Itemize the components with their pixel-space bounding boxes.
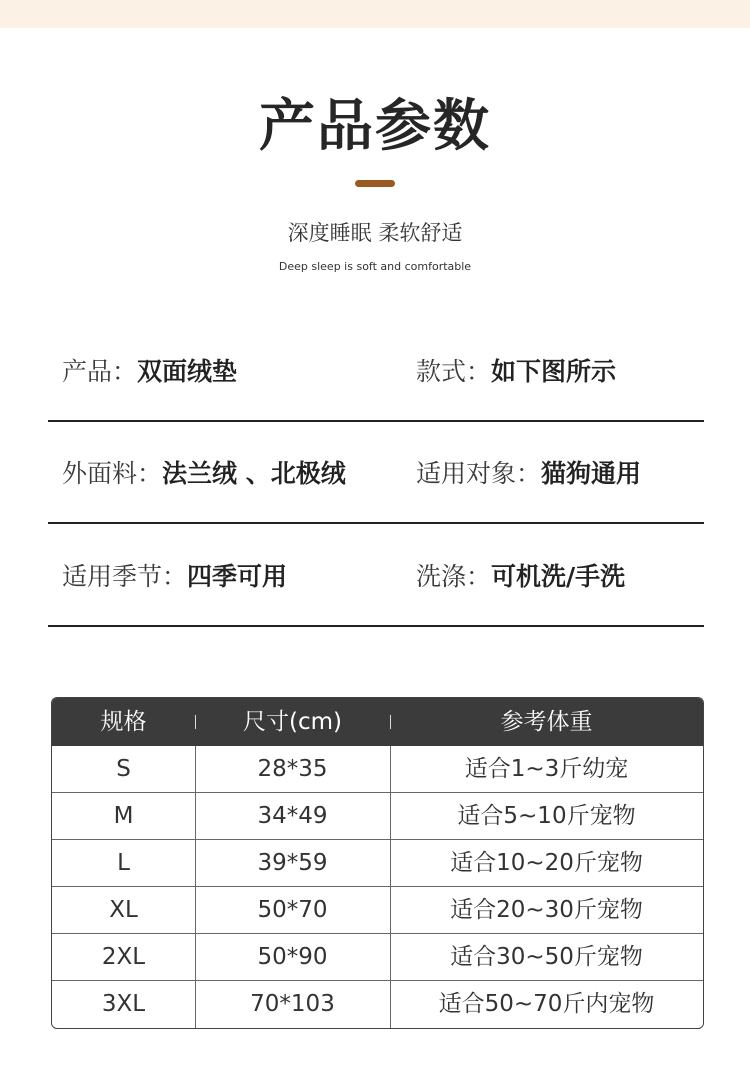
spec-divider xyxy=(48,625,704,627)
table-row xyxy=(52,793,703,840)
cell-dimensions: 50*70 xyxy=(257,897,328,923)
cell-dimensions: 28*35 xyxy=(257,756,328,782)
spec-value: 四季可用 xyxy=(187,562,288,591)
column-divider xyxy=(390,746,391,1028)
spec-label: 款式： xyxy=(416,357,492,386)
cell-weight: 适合10~20斤宠物 xyxy=(450,850,643,876)
table-row xyxy=(52,746,703,793)
subtitle: 深度睡眠 柔软舒适 xyxy=(287,221,463,245)
cell-size: S xyxy=(116,756,131,782)
cell-size: M xyxy=(113,803,134,829)
spec-item xyxy=(416,424,641,524)
size-table xyxy=(51,697,704,1029)
spec-row xyxy=(48,527,704,627)
spec-item xyxy=(62,527,287,627)
cell-weight: 适合20~30斤宠物 xyxy=(450,897,643,923)
header-size: 规格 xyxy=(100,709,147,735)
column-divider xyxy=(195,746,196,1028)
spec-value: 猫狗通用 xyxy=(541,459,642,488)
spec-item xyxy=(416,322,616,422)
spec-row xyxy=(48,424,704,524)
spec-label: 产品： xyxy=(62,357,138,386)
cell-size: 3XL xyxy=(101,991,146,1017)
spec-item xyxy=(62,322,237,422)
spec-value: 法兰绒 、北极绒 xyxy=(162,459,346,488)
header-weight: 参考体重 xyxy=(500,709,593,735)
cell-size: XL xyxy=(109,897,138,923)
spec-value: 双面绒垫 xyxy=(137,357,238,386)
spec-value: 可机洗/手洗 xyxy=(491,562,626,591)
subtitle-english: Deep sleep is soft and comfortable xyxy=(278,260,472,273)
spec-row xyxy=(48,322,704,422)
spec-item xyxy=(416,527,625,627)
spec-value: 如下图所示 xyxy=(491,357,617,386)
spec-label: 适用对象： xyxy=(416,459,542,488)
table-header xyxy=(52,698,703,746)
cell-size: 2XL xyxy=(101,944,146,970)
table-row xyxy=(52,887,703,934)
spec-divider xyxy=(48,522,704,524)
cell-weight: 适合50~70斤内宠物 xyxy=(438,991,655,1017)
cell-dimensions: 39*59 xyxy=(257,850,328,876)
cell-weight: 适合1~3斤幼宠 xyxy=(464,756,629,782)
cell-weight: 适合30~50斤宠物 xyxy=(450,944,643,970)
header-dimensions: 尺寸(cm) xyxy=(243,709,342,735)
table-row xyxy=(52,981,703,1028)
cell-dimensions: 34*49 xyxy=(257,803,328,829)
table-row xyxy=(52,840,703,887)
spec-label: 洗涤： xyxy=(416,562,492,591)
table-row xyxy=(52,934,703,981)
spec-item xyxy=(62,424,346,524)
cell-weight: 适合5~10斤宠物 xyxy=(457,803,636,829)
top-band xyxy=(0,0,750,28)
cell-dimensions: 50*90 xyxy=(257,944,328,970)
page-title: 产品参数 xyxy=(259,94,491,159)
spec-divider xyxy=(48,420,704,422)
cell-size: L xyxy=(117,850,130,876)
spec-label: 外面料： xyxy=(62,459,163,488)
cell-dimensions: 70*103 xyxy=(250,991,335,1017)
spec-label: 适用季节： xyxy=(62,562,188,591)
title-divider xyxy=(355,180,395,187)
